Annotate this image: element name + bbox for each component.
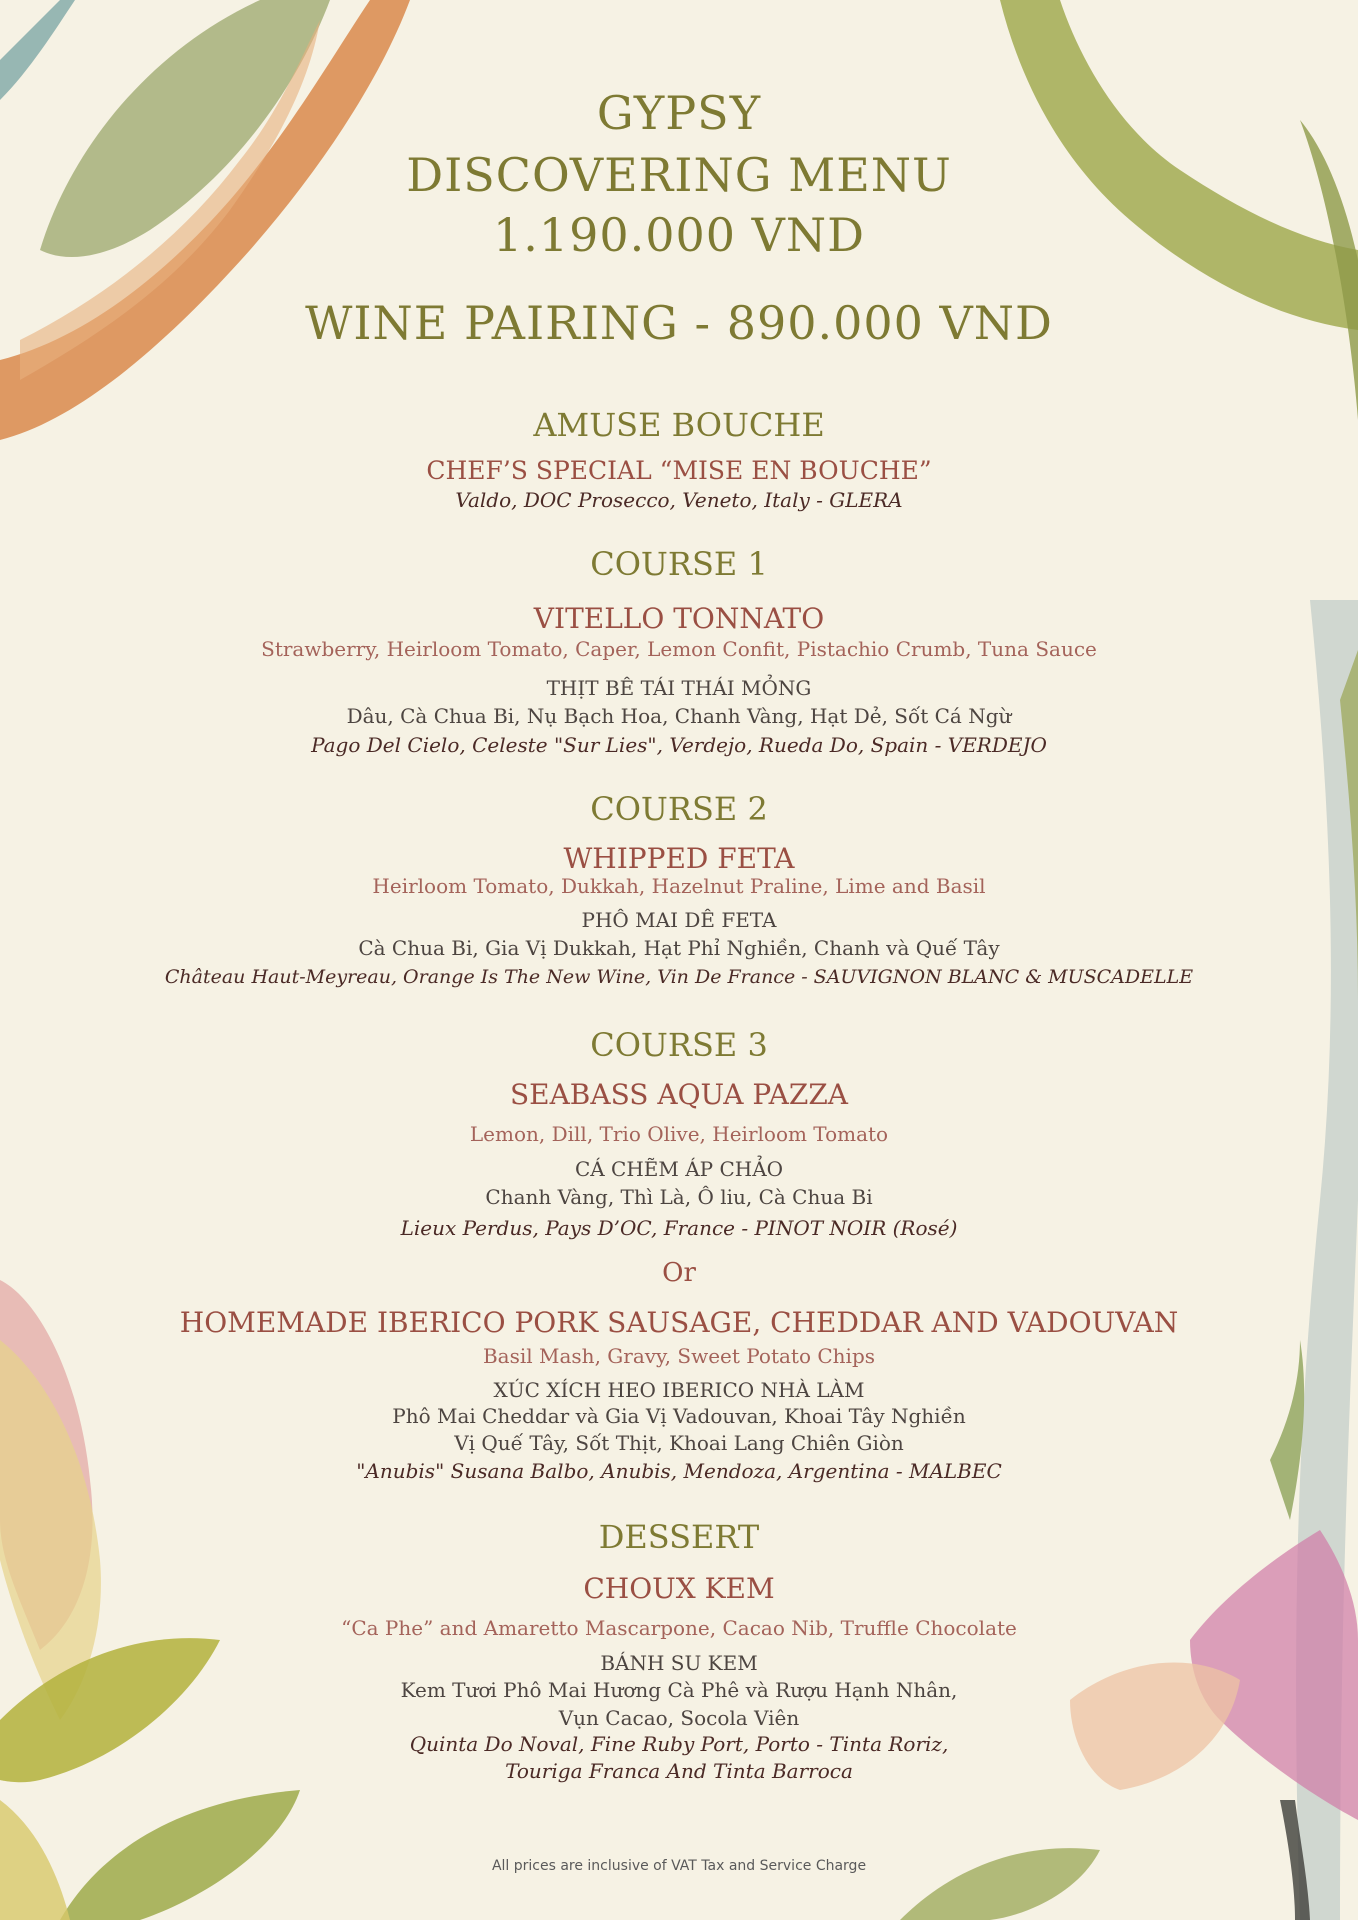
section-heading-amuse-bouche: AMUSE BOUCHE: [533, 406, 825, 444]
alternative-dish-ingredients-vietnamese-2: Vị Quế Tây, Sốt Thịt, Khoai Lang Chiên Giòn: [454, 1431, 904, 1455]
dish-ingredients-vietnamese: Cà Chua Bi, Gia Vị Dukkah, Hạt Phỉ Nghiền, Chanh và Quế Tây: [358, 936, 1000, 960]
dish-ingredients-vietnamese-1: Kem Tươi Phô Mai Hương Cà Phê và Rượu Hạnh Nhân,: [400, 1678, 958, 1702]
dish-name: WHIPPED FETA: [563, 842, 795, 875]
wine-pairing-text: Château Haut-Meyreau, Orange Is The New Wine, Vin De France - SAUVIGNON BLANC & MUSCADELLE: [164, 966, 1194, 988]
alternative-dish-name: HOMEMADE IBERICO PORK SAUSAGE, CHEDDAR AND VADOUVAN: [179, 1306, 1179, 1339]
dish-ingredients: Strawberry, Heirloom Tomato, Caper, Lemon Confit, Pistachio Crumb, Tuna Sauce: [261, 637, 1097, 661]
wine-pairing-price: WINE PAIRING - 890.000 VND: [305, 296, 1053, 350]
dish-ingredients-vietnamese-2: Vụn Cacao, Socola Viên: [558, 1706, 800, 1730]
wine-pairing-text-2: Touriga Franca And Tinta Barroca: [505, 1759, 853, 1783]
dish-ingredients: “Ca Phe” and Amaretto Mascarpone, Cacao Nib, Truffle Chocolate: [341, 1616, 1017, 1640]
dish-ingredients-vietnamese: Dâu, Cà Chua Bi, Nụ Bạch Hoa, Chanh Vàng, Hạt Dẻ, Sốt Cá Ngừ: [346, 704, 1012, 728]
menu-price: 1.190.000 VND: [492, 208, 866, 262]
dish-name: CHEF’S SPECIAL “MISE EN BOUCHE”: [426, 456, 932, 485]
menu-title-line1: GYPSY: [596, 86, 762, 140]
dish-name-vietnamese: CÁ CHẼM ÁP CHẢO: [574, 1157, 784, 1181]
alternative-dish-ingredients-vietnamese-1: Phô Mai Cheddar và Gia Vị Vadouvan, Khoai Tây Nghiền: [392, 1404, 966, 1428]
dish-name: SEABASS AQUA PAZZA: [509, 1078, 849, 1111]
wine-pairing-text: Pago Del Cielo, Celeste "Sur Lies", Verdejo, Rueda Do, Spain - VERDEJO: [311, 733, 1047, 757]
dish-name: VITELLO TONNATO: [533, 602, 825, 635]
dish-ingredients: Heirloom Tomato, Dukkah, Hazelnut Praline, Lime and Basil: [372, 874, 986, 898]
or-separator: Or: [662, 1258, 696, 1288]
section-heading-course-3: COURSE 3: [590, 1026, 768, 1064]
wine-pairing-text-1: Quinta Do Noval, Fine Ruby Port, Porto - Tinta Roriz,: [409, 1732, 949, 1756]
wine-pairing-text: "Anubis" Susana Balbo, Anubis, Mendoza, Argentina - MALBEC: [356, 1459, 1002, 1483]
alternative-dish-name-vietnamese: XÚC XÍCH HEO IBERICO NHÀ LÀM: [493, 1378, 865, 1402]
dish-name-vietnamese: THỊT BÊ TÁI THÁI MỎNG: [546, 676, 812, 700]
wine-pairing-text: Lieux Perdus, Pays D’OC, France - PINOT NOIR (Rosé): [400, 1216, 958, 1240]
dish-name-vietnamese: BÁNH SU KEM: [600, 1651, 758, 1675]
menu-title-line2: DISCOVERING MENU: [406, 148, 952, 202]
dish-name: CHOUX KEM: [583, 1572, 775, 1605]
dish-name-vietnamese: PHÔ MAI DÊ FETA: [581, 908, 777, 932]
section-heading-course-1: COURSE 1: [590, 545, 768, 583]
dish-ingredients-vietnamese: Chanh Vàng, Thì Là, Ô liu, Cà Chua Bi: [485, 1185, 873, 1209]
section-heading-course-2: COURSE 2: [590, 790, 768, 828]
wine-pairing-text: Valdo, DOC Prosecco, Veneto, Italy - GLERA: [455, 488, 903, 512]
alternative-dish-ingredients: Basil Mash, Gravy, Sweet Potato Chips: [482, 1344, 876, 1368]
dish-ingredients: Lemon, Dill, Trio Olive, Heirloom Tomato: [469, 1122, 889, 1146]
price-disclaimer: All prices are inclusive of VAT Tax and Service Charge: [491, 1858, 867, 1874]
section-heading-dessert: DESSERT: [598, 1518, 760, 1556]
